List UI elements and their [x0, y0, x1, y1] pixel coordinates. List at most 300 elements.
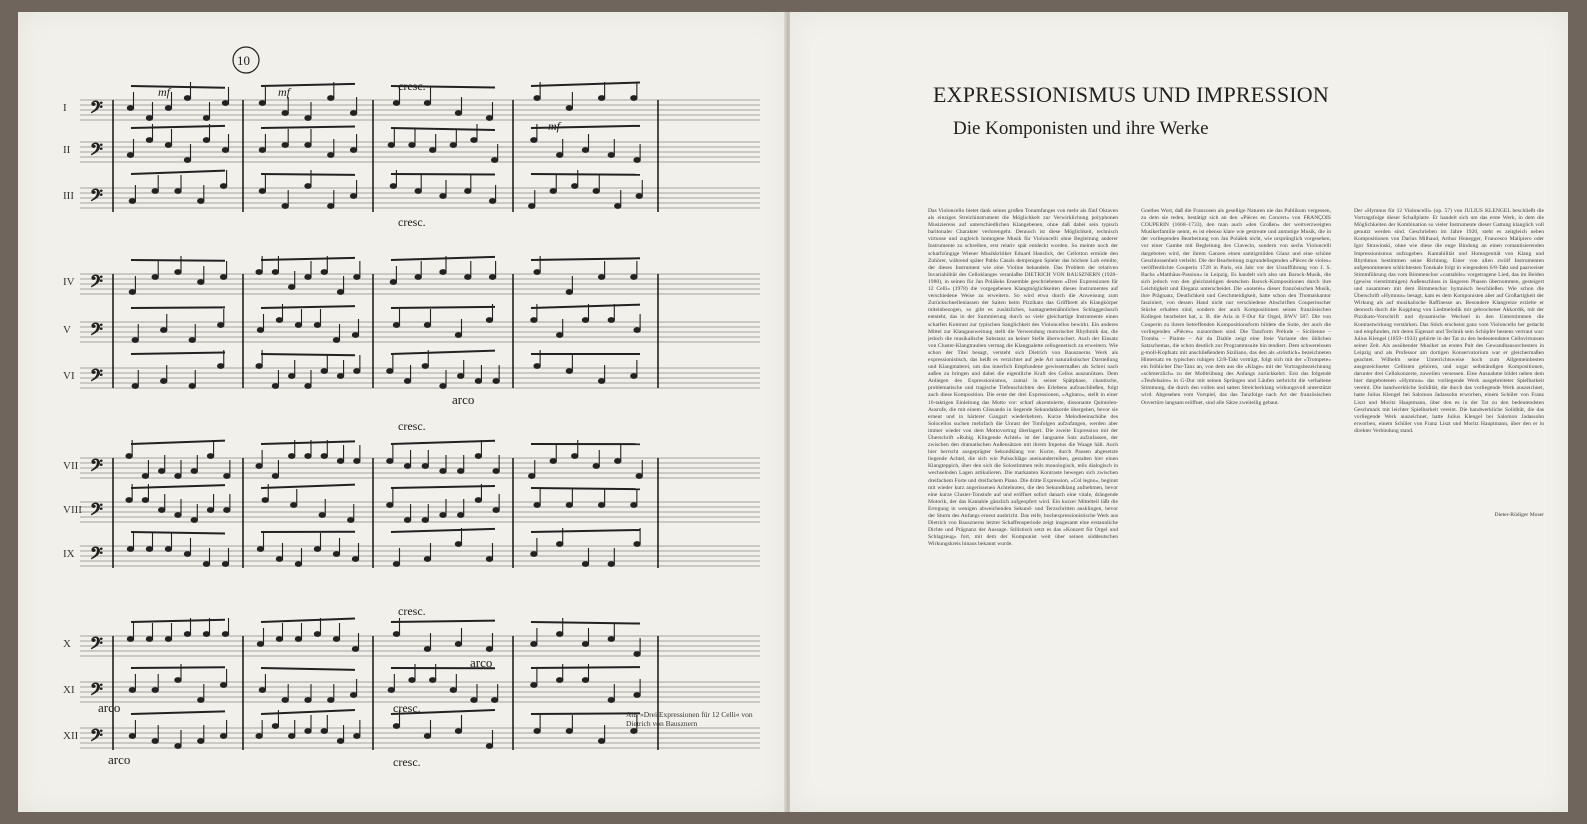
note-beam [131, 353, 225, 354]
note-head [409, 678, 415, 683]
dynamic-mf-1: mf [158, 85, 170, 99]
note-head [337, 290, 343, 295]
note-head [455, 542, 461, 547]
note-beam [391, 351, 495, 354]
note-head [291, 503, 297, 508]
note-head [493, 508, 499, 513]
bass-clef-icon: 𝄢 [90, 185, 103, 209]
note-head [440, 469, 446, 474]
note-beam [261, 258, 355, 260]
note-head [608, 637, 614, 642]
note-beam [391, 441, 495, 444]
bass-clef-icon: 𝄢 [90, 97, 103, 121]
note-head [198, 698, 204, 703]
note-head [634, 693, 640, 698]
note-head [295, 323, 301, 328]
note-head [354, 275, 360, 280]
note-head [572, 454, 578, 459]
note-beam [261, 618, 355, 622]
note-beam [261, 306, 355, 308]
bass-clef-icon: 𝄢 [90, 365, 103, 389]
note-head [608, 153, 614, 158]
note-head [475, 454, 481, 459]
note-beam [131, 86, 225, 88]
note-head [608, 562, 614, 567]
note-beam [131, 441, 225, 444]
note-head [424, 647, 430, 652]
note-head [305, 454, 311, 459]
note-beam [391, 621, 495, 622]
note-head [387, 459, 393, 464]
note-head [566, 369, 572, 374]
note-head [305, 384, 311, 389]
staff-label: IX [63, 548, 75, 560]
note-head [127, 637, 133, 642]
note-head [387, 503, 393, 508]
note-head [440, 384, 446, 389]
note-head [387, 369, 393, 374]
note-head [175, 474, 181, 479]
note-head [529, 474, 535, 479]
note-head [175, 744, 181, 749]
note-head [184, 158, 190, 163]
note-beam [261, 710, 355, 714]
note-head [424, 101, 430, 106]
note-beam [131, 620, 225, 622]
note-head [354, 734, 360, 739]
note-head [631, 96, 637, 101]
note-head [218, 323, 224, 328]
note-head [259, 101, 265, 106]
note-head [486, 318, 492, 323]
note-head [152, 275, 158, 280]
note-head [256, 270, 262, 275]
note-head [352, 333, 358, 338]
note-head [175, 270, 181, 275]
note-beam [531, 305, 640, 308]
note-head [450, 143, 456, 148]
note-head [321, 369, 327, 374]
page-number: 10 [237, 53, 250, 68]
staff-label: V [63, 324, 71, 336]
note-head [493, 469, 499, 474]
note-head [615, 459, 621, 464]
note-head [159, 508, 165, 513]
note-head [486, 647, 492, 652]
note-beam [531, 713, 640, 714]
note-head [634, 542, 640, 547]
note-head [593, 464, 599, 469]
note-head [305, 698, 311, 703]
bass-clef-icon: 𝄢 [90, 725, 103, 749]
note-head [220, 275, 226, 280]
note-head [534, 729, 540, 734]
note-head [388, 688, 394, 693]
note-head [152, 739, 158, 744]
note-head [184, 552, 190, 557]
dynamic-cresc-2: cresc. [398, 215, 426, 229]
note-head [350, 194, 356, 199]
note-beam [131, 485, 225, 488]
note-beam [261, 174, 355, 175]
note-beam [131, 260, 225, 261]
note-head [152, 688, 158, 693]
note-head [566, 106, 572, 111]
note-head [404, 464, 410, 469]
note-head [328, 96, 334, 101]
note-head [222, 562, 228, 567]
note-head [321, 729, 327, 734]
note-head [132, 384, 138, 389]
note-head [142, 474, 148, 479]
note-beam [261, 485, 355, 488]
note-head [350, 693, 356, 698]
note-head [152, 189, 158, 194]
note-head [529, 204, 535, 209]
note-head [598, 503, 604, 508]
liner-notes-heading: EXPRESSIONISMUS UND IMPRESSION [933, 82, 1329, 107]
note-head [393, 724, 399, 729]
note-head [321, 270, 327, 275]
note-head [475, 498, 481, 503]
note-beam [261, 127, 355, 128]
note-head [126, 498, 132, 503]
note-head [305, 729, 311, 734]
note-head [282, 143, 288, 148]
note-head [390, 184, 396, 189]
note-head [159, 469, 165, 474]
note-head [388, 143, 394, 148]
note-head [189, 384, 195, 389]
note-head [184, 632, 190, 637]
note-beam [131, 307, 225, 308]
note-head [257, 642, 263, 647]
note-head [393, 632, 399, 637]
note-head [184, 96, 190, 101]
dynamic-cresc-1: cresc. [398, 79, 426, 93]
note-head [337, 739, 343, 744]
note-head [305, 275, 311, 280]
note-head [305, 184, 311, 189]
note-head [328, 698, 334, 703]
dynamic-mf-2: mf [278, 85, 290, 99]
note-head [534, 503, 540, 508]
score-caption: Aus »Drei Expressionen für 12 Celli« von Dietrich von Bausznern [626, 710, 753, 728]
note-head [142, 498, 148, 503]
note-head [608, 698, 614, 703]
note-head [465, 189, 471, 194]
liner-notes-subheading: Die Komponisten und ihre Werke [953, 118, 1209, 139]
score-manuscript [18, 12, 786, 812]
note-head [203, 138, 209, 143]
note-head [127, 106, 133, 111]
staff-label: VI [63, 370, 75, 382]
note-head [189, 338, 195, 343]
note-head [465, 275, 471, 280]
note-head [615, 204, 621, 209]
note-head [257, 328, 263, 333]
note-head [593, 189, 599, 194]
note-head [295, 562, 301, 567]
note-head [534, 96, 540, 101]
note-beam [531, 667, 640, 668]
note-beam [261, 354, 355, 355]
note-head [531, 552, 537, 557]
bass-clef-icon: 𝄢 [90, 271, 103, 295]
note-head [557, 153, 563, 158]
note-head [198, 199, 204, 204]
note-head [440, 194, 446, 199]
note-head [272, 474, 278, 479]
note-head [198, 739, 204, 744]
note-head [289, 285, 295, 290]
note-head [491, 698, 497, 703]
note-head [424, 323, 430, 328]
note-head [350, 148, 356, 153]
author-signature: Dieter-Rüdiger Moser [1494, 512, 1544, 518]
note-head [631, 503, 637, 508]
note-head [146, 637, 152, 642]
note-head [352, 557, 358, 562]
note-head [631, 275, 637, 280]
note-head [393, 101, 399, 106]
note-head [289, 734, 295, 739]
note-head [598, 739, 604, 744]
note-head [282, 698, 288, 703]
note-head [458, 469, 464, 474]
note-head [333, 637, 339, 642]
note-head [165, 637, 171, 642]
note-head [203, 116, 209, 121]
note-head [256, 734, 262, 739]
note-head [191, 469, 197, 474]
note-head [634, 158, 640, 163]
note-head [337, 374, 343, 379]
note-beam [131, 532, 225, 534]
note-head [257, 547, 263, 552]
note-beam [391, 529, 495, 532]
staff-label: VII [63, 460, 79, 472]
note-head [415, 275, 421, 280]
note-head [129, 290, 135, 295]
note-head [282, 111, 288, 116]
note-beam [261, 84, 355, 86]
note-head [314, 632, 320, 637]
staff-label: XII [63, 730, 79, 742]
note-head [220, 184, 226, 189]
note-head [557, 542, 563, 547]
note-head [634, 328, 640, 333]
note-beam [391, 128, 495, 130]
note-head [337, 459, 343, 464]
note-head [259, 688, 265, 693]
staff-label: VIII [63, 504, 82, 516]
note-head [272, 270, 278, 275]
note-head [256, 364, 262, 369]
note-head [146, 138, 152, 143]
note-head [350, 111, 356, 116]
note-head [272, 724, 278, 729]
note-head [550, 459, 556, 464]
note-head [276, 557, 282, 562]
note-beam [131, 711, 225, 714]
staff-label: III [63, 190, 74, 202]
dynamic-cresc-3: cresc. [398, 419, 426, 433]
note-head [348, 518, 354, 523]
note-head [146, 116, 152, 121]
note-head [191, 518, 197, 523]
note-beam [531, 530, 640, 532]
dynamic-cresc-5: cresc. [393, 701, 421, 715]
note-head [458, 374, 464, 379]
note-head [631, 374, 637, 379]
note-head [424, 557, 430, 562]
note-head [282, 204, 288, 209]
note-beam [531, 83, 640, 86]
note-head [455, 729, 461, 734]
note-head [220, 683, 226, 688]
dynamic-cresc-4: cresc. [398, 604, 426, 618]
note-head [636, 194, 642, 199]
note-head [222, 632, 228, 637]
note-head [631, 729, 637, 734]
note-head [321, 454, 327, 459]
note-head [424, 734, 430, 739]
note-head [175, 678, 181, 683]
note-head [165, 547, 171, 552]
staff-label: X [63, 638, 71, 650]
note-head [207, 454, 213, 459]
note-head [390, 280, 396, 285]
note-head [132, 338, 138, 343]
note-head [393, 323, 399, 328]
note-beam [261, 668, 355, 670]
note-head [455, 333, 461, 338]
note-head [404, 518, 410, 523]
note-head [489, 199, 495, 204]
note-head [129, 734, 135, 739]
note-head [127, 153, 133, 158]
staff-label: IV [63, 276, 75, 288]
note-head [272, 384, 278, 389]
note-head [289, 374, 295, 379]
note-head [582, 318, 588, 323]
note-head [256, 464, 262, 469]
note-beam [531, 174, 640, 175]
note-head [458, 513, 464, 518]
album-gatefold [18, 12, 1568, 812]
note-head [489, 275, 495, 280]
note-head [608, 318, 614, 323]
note-beam [531, 488, 640, 489]
note-head [422, 364, 428, 369]
note-head [486, 557, 492, 562]
note-head [471, 138, 477, 143]
note-head [415, 189, 421, 194]
bass-clef-icon: 𝄢 [90, 543, 103, 567]
note-head [471, 698, 477, 703]
note-head [222, 101, 228, 106]
note-head [161, 379, 167, 384]
note-head [572, 184, 578, 189]
bass-clef-icon: 𝄢 [90, 633, 103, 657]
bass-clef-icon: 𝄢 [90, 679, 103, 703]
staff-label: I [63, 102, 67, 114]
note-head [333, 552, 339, 557]
note-head [429, 678, 435, 683]
note-head [305, 116, 311, 121]
note-head [534, 364, 540, 369]
note-head [127, 547, 133, 552]
note-head [404, 379, 410, 384]
bass-clef-icon: 𝄢 [90, 499, 103, 523]
note-head [314, 547, 320, 552]
note-head [531, 642, 537, 647]
note-beam [131, 126, 225, 128]
note-head [429, 148, 435, 153]
dynamic-arco-1: arco [452, 392, 475, 407]
note-head [224, 508, 230, 513]
note-head [129, 688, 135, 693]
note-head [222, 148, 228, 153]
note-head [207, 508, 213, 513]
staff-label: XI [63, 684, 75, 696]
note-head [319, 513, 325, 518]
liner-notes-column-2: Goethes Wort, daß die Franzosen als gesellige Naturen nie das Publikum vergessen, zu dem sie reden, bestätigt sich an den »Pièces en Concert« von FRANÇOIS COUPERIN (1668–1733), den man auch »den Großen« der weitverzweigten Musikerfamilie nennt, es ist ebenso klare wie gestreute und anmutige Musik, die in der vorliegenden Bearbeitung von Jan Polášek nicht, wie ursprünglich vorgesehen, vor einer Gambe mit Begleitung des Clavecin, sondern von sechs Violoncelli dargeboten wird, der ihrem Ganzen einen samtigmilden Glanz und eine schöne Geschlossenheit verleiht. Die der Bearbeitung zugrundeliegenden »Pièces de violes« veröffentlichte Couperin 1728 in Paris, ein Jahr vor der Uraufführung von J. S. Bachs »Matthäus-Passion« in Leipzig. Es handelt sich also um Barock-Musik, die sich jedoch von den gleichzeitigen deutschen Barock-Kompositionen durch ihre Leichtigkeit und Eleganz unterscheidet. Die »notetés« dieser französischen Musik, ihre Prägnanz, Deutlichkeit und Geschmeidigkeit, hatte schon den Thomaskantor fasziniert, von dessen Hand nicht nur verschiedene Abschriften Couperinscher Stücke erhalten sind, sondern der auch Kompositionen seines französischen Kollegen bearbeitet hat, z. B. die Aria in F-Dur für Orgel, BWV 587. Die von Couperin zu ihrem betreffenden Kompositionsform bildete die Suite, der auch die vorliegenden »Pièces« zuzuordnen sind. Die Tanzform Prélude – Sicilienne – Tromba – Plainte – Air du Diable zeigt eine freie Variante des üblichen Satzschemas, die schon deutlich zur Programmsuite hin tendiert. Dem schwerelosen g-moll-Kopfsatz mit anschließendem Siziliano, das den als »tröstlich« bezeichneten Hintersatz en typischen ruhigen 12/8-Takt vorträgt, folgt sich mit der »Trompete« ein fröhlicher Dur-Tanz an, von dem aus die »Klage« mit der Vortragsbezeichnung »schmerzlich« zu der Molltrübung des Anfangs zurückkehrt. Erst das folgende »Teufelsaire« in G-Dur mit seinen Sprüngen und Läufen zerbricht die verhaltene Stimmung, die durch den vollen und satten Streicherklang wirkungsvoll unterstützt wird. Abgesehen vom Vorspiel, das das Tanzfolge nach Art der französischen Ouvertüre langsam eröffnet, sind alle Sätze zweiteilig gebaut. [1141, 208, 1331, 406]
bass-clef-icon: 𝄢 [90, 455, 103, 479]
staff-label: II [63, 144, 71, 156]
dynamic-arco-4: arco [108, 752, 131, 767]
note-head [493, 379, 499, 384]
note-head [440, 270, 446, 275]
note-head [636, 474, 642, 479]
liner-notes-columns [928, 208, 1548, 768]
liner-notes-column-1: Das Violoncello bietet dank seines großen Tonumfanges von mehr als fünf Oktaven als einziges Streichinstrument die Möglichkeit zur Verwirklichung polyphonen Musizierens auf unterschiedlichen Klangebenen, ohne daß dabei sein typisch baritonaler Charakter verlorengeht. Dennoch ist diese Möglichkeit, technisch virtuose und zugleich homogene Musik für Violoncelli ohne Begleitung anderer Instrumente zu schreiben, erst relativ spät entdeckt worden. So meinte noch der scharfzüngige Wiener Musikkritiker Eduard Hanslick, der Cellotton ermüde den Zuhörer, während später Pablo Casals demjenigen Spieler das höchste Lob erteilte, der dieses Instrument wie eine Violine behandele. Das Problem der relativen Invariabilität des Celloklanges veranlaßte DIETRICH VON BAUSZNERN (1928–1980), in seinen für Jan Polášeks Ensemble geschriebenen »Drei Expressionen für 12 Celli« (1978) die vorgegebenen Klangmöglichkeiten dieses Instrumentes auf verschiedene Weise zu erweitern. So wird etwa durch die Anweisung zum Zurückschnellenlassen der Saiten beim Pizzikato das Griffbrett als Klangkörper miteinbezogen, so gibt es zusätzliches, kantagnettenähnliches Schlaggeräusch entsteht, das in der Summierung durch so viele gleichartige Instrumente einen scharfen Kontrast zur typischen Sanglichkeit des Violoncellos bewirkt. Ein anderes Mittel zur Klangausweitung stellt die Verwendung motorischer Rhythmik dar, die jedoch die musikalische Substanz an keiner Stelle überwuchert. Auch der Einsatz von Cluster-Klangtrauben vermag die Klangpalette cellogenetisch zu erweitern. Wie schon der Titel besagt, versteht sich Dietrich von Bausznerns Werk als expressionistisch, das heißt es verzichtet auf jede Art naturalistischer Darstellung und Klangmalerei, um das innerlich Empfundene gewissermaßen als Schrei nach außen zu bringen und dabei die eigentliche Kraft des Cellos auszunützen. Dem Anliegen des Expressionismus, zumal in seiner Spätphase, chaotische, problematische und tragische Tiefenschichten des Erlebens aufzuschließen, folgt auch diese Komposition. Die erste der drei Expressionen, »Agitato«, stellt in einer 16-taktigen Einleitung das Motto vor: scharf akzentuierte, dissonante Quintolen-Ausrufe, die mit einem Glissando in liegende Sekundakkorde übergehen, bevor sie erneut und in härterer Gangart wiederkehren. Kurze Melodieeinschübe des Solocellos suchen mehrfach die Unrast der Tonfolgen aufzufangen, werden aber immer wieder von dem Mottovortrag überlagert. Die zweite Expression mit der Überschrift »Ruhig. Klingende Achtel« ist der langsame Satz aufzufassen, der zwischen den dramatischen Außensätzen mit ihrem Impetus die Waage hält. Auch hier herrscht ausgeprägter Sekundklang vor. Kurze, durch Pausen abgesetzte liegende Achtel, die sich wie Pulsschläge aneinanderreihen, gestalten hier einen Klangteppich, über den sich die Solostimmen teils monologisch, teils dialogisch in wechselnden Lagen artikulieren. Die markanten Kontraste bewegen sich zwischen dreifachem Forte und dreifachem Piano. Die dritte Expression, »Col legno«, beginnt mit wieder kurz angerissenen Achtelnoten, die den Sekundklang aufnehmen, bevor eine kurze Cluster-Tonstufe auf und eröffnet sofort danach eine vitale, drängende Motorik, der das Kantable gänzlich aufgeopfert wird. Ein kurzer Mittelteil läßt die Erregung in wenigen abweichenden Sekund- und Terzschritten ausklingen, bevor der Sturm des Anfangs erneut ausbricht. Das reife, hochexpressionistische Werk aus Dietrich von Bausznerns letzter Schaffensperiode zeigt insgesamt eine erstaunliche Dichte und Prägnanz der Aussage. Stilistisch setzt es das »Konzert für Orgel und Schlagzeug« fort, mit dem der Komponist weit über seinen süddeutschen Wirkungskreis hinaus bekannt wurde. [928, 208, 1118, 548]
dynamic-arco-3: arco [98, 700, 121, 715]
note-head [598, 379, 604, 384]
note-head [218, 364, 224, 369]
note-head [531, 318, 537, 323]
note-head [305, 143, 311, 148]
note-head [165, 106, 171, 111]
note-head [598, 96, 604, 101]
note-head [314, 323, 320, 328]
note-head [455, 642, 461, 647]
liner-notes-page [790, 12, 1568, 812]
bass-clef-icon: 𝄢 [90, 319, 103, 343]
note-head [422, 464, 428, 469]
note-head [129, 199, 135, 204]
note-head [175, 513, 181, 518]
note-head [534, 270, 540, 275]
note-head [220, 734, 226, 739]
note-head [259, 148, 265, 153]
note-head [262, 498, 268, 503]
note-head [259, 189, 265, 194]
note-head [491, 158, 497, 163]
note-beam [391, 174, 495, 175]
note-head [165, 143, 171, 148]
note-head [486, 116, 492, 121]
note-head [566, 290, 572, 295]
note-beam [131, 171, 225, 174]
note-head [328, 153, 334, 158]
note-head [440, 513, 446, 518]
note-head [354, 459, 360, 464]
note-head [276, 318, 282, 323]
note-head [450, 688, 456, 693]
note-beam [261, 441, 355, 444]
